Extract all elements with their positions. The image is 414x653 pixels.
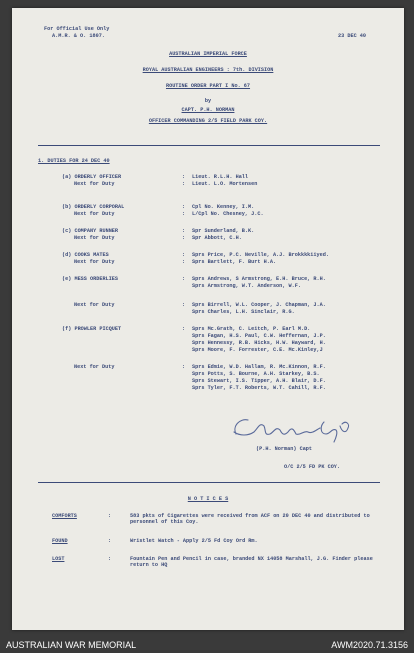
header-divider <box>38 145 380 146</box>
notices-title: N O T I C E S <box>187 496 229 502</box>
duty-label: Next for Duty <box>74 181 115 187</box>
duty-value: Spr Abbott, C.H. <box>192 235 242 241</box>
duty-label: Next for Duty <box>74 235 115 241</box>
duty-value: Sprs Moore, F. Forrester, C.E. Mc.Kinley,J <box>192 347 323 353</box>
duty-label: Next for Duty <box>74 364 115 370</box>
duty-value: Sprs Edmie, W.D. Hallam, R. Mc.Kinnon, R.F. <box>192 364 326 370</box>
duty-value: Sprs Hennessy, R.B. Hicks, H.W. Hayward, H. <box>192 340 326 346</box>
duty-value: Sprs Tyler, F.T. Roberts, W.T. Cahill, R.F. <box>192 385 326 391</box>
signatory-name: (P.H. Norman) Capt <box>256 446 313 452</box>
unit-title: ROYAL AUSTRALIAN ENGINEERS : 7th. DIVISION <box>142 67 274 73</box>
by-line: by <box>204 98 212 104</box>
duty-label: Next for Duty <box>74 302 115 308</box>
duty-value: Sprs Mc.Grath, C. Leitch, P. Earl M.D. <box>192 326 311 332</box>
duty-value: Sprs Fagan, H.S. Paul, C.W. Heffernan, J.P. <box>192 333 326 339</box>
duty-label: (b) ORDERLY CORPORAL <box>62 204 125 210</box>
duty-value: Lieut. L.O. Mortensen <box>192 181 258 187</box>
order-title: ROUTINE ORDER PART I No. 67 <box>165 83 251 89</box>
document-date: 23 DEC 40 <box>338 33 367 39</box>
duty-label: Next for Duty <box>74 259 115 265</box>
handwritten-signature <box>230 412 360 448</box>
document-page: For Official Use Only A.M.R. & O. 1807. 23 DEC 40 AUSTRALIAN IMPERIAL FORCE ROYAL AUSTRALIAN ENGINEERS : 7th. DIVISION ROUTINE ORDER PART I No. 67 by CAPT. P.H. NORMAN OFFICER COMMANDING 2/5 FIELD PARK COY. 1. DUTIES FOR 24 DEC 40 (a) ORDERLY OFFICER : Lieut. R.L.H. Hall Next for Duty : Lieut. L.O. Mortensen (b) ORDERLY CORPORAL : Cpl No. Kenney, I.M. Next for Duty : L/Cpl No. Chesney, J.C. (c) COMPANY RUNNER : Spr Sunderland, B.K. Next for Duty : Spr Abbott, C.H. (d) COOKS MATES : Sprs Price, P.C. Neville, A.J. Brokkkkiiyed. Next for Duty : Sprs Bartlett, F. Burt H.A. (e) MESS ORDERLIES : Sprs Andrews, S Armstrong, E.H. Bruce, R.H. Sprs Armstrong, W.T. Anderson, W.F. Next for Duty : Sprs Birrell, W.L. Cooper, J. Chapman, J.A. Sprs Charles, L.H. Sinclair, R.G. (f) PROWLER PICQUET : Sprs Mc.Grath, C. Leitch, P. Earl M.D. Sprs Fagan, H.S. Paul, C.W. Heffernan, J.P. Sprs Hennessy, R.B. Hicks, H.W. Hayward, H. Sprs Moore, F. Forrester, C.E. Mc.Kinley,J Next for Duty : Sprs Edmie, W.D. Hallam, R. Mc.Kinnon, R.F. Sprs Potts, S. Bourne, A.H. Starkey, B.S. Sprs Stewart, I.S. Tipper, A.H. Blair, D.F. Sprs Tyler, F.T. Roberts, W.T. Cahill, R.F. (P.H. Norman) Capt O/C 2/5 FD PK COY. N O T I C E S COMFORTS : 583 pkts of Cigarettes were received from ACF on 20 DEC 40 and distributed to personnel of this Coy. FOUND : Wristlet Watch - Apply 2/5 Fd Coy Ord Rm. LOST : Fountain Pen and Pencil in case, branded NX 14058 Marshall, J.G. Finder please return to HQ <box>12 8 404 630</box>
notice-label: COMFORTS <box>52 513 77 519</box>
duty-label: (e) MESS ORDERLIES <box>62 276 119 282</box>
duty-label: Next for Duty <box>74 211 115 217</box>
duty-value: Sprs Charles, L.H. Sinclair, R.G. <box>192 309 295 315</box>
official-use-line-1: For Official Use Only <box>44 26 110 32</box>
duty-value: Cpl No. Kenney, I.M. <box>192 204 255 210</box>
duty-value: L/Cpl No. Chesney, J.C. <box>192 211 264 217</box>
notice-text: 583 pkts of Cigarettes were received from ACF on 20 DEC 40 and distributed to personnel of this Coy. <box>130 513 370 526</box>
notice-label: FOUND <box>52 538 68 544</box>
duty-value: Sprs Armstrong, W.T. Anderson, W.F. <box>192 283 301 289</box>
officer-name: CAPT. P.H. NORMAN <box>181 107 235 113</box>
force-title: AUSTRALIAN IMPERIAL FORCE <box>169 51 247 57</box>
notice-label: LOST <box>52 556 65 562</box>
duty-label: (f) PROWLER PICQUET <box>62 326 122 332</box>
notices-divider <box>38 482 380 483</box>
duty-label: (c) COMPANY RUNNER <box>62 228 119 234</box>
duty-value: Lieut. R.L.H. Hall <box>192 174 249 180</box>
section-heading: 1. DUTIES FOR 24 DEC 40 <box>38 158 110 164</box>
archive-id: AWM2020.71.3156 <box>331 640 408 650</box>
archive-footer <box>0 638 414 653</box>
command-title: OFFICER COMMANDING 2/5 FIELD PARK COY. <box>148 118 268 124</box>
notice-text: Fountain Pen and Pencil in case, branded NX 14058 Marshall, J.G. Finder please return to HQ <box>130 556 373 569</box>
duty-value: Sprs Potts, S. Bourne, A.H. Starkey, B.S. <box>192 371 320 377</box>
duty-value: Sprs Andrews, S Armstrong, E.H. Bruce, R.H. <box>192 276 326 282</box>
duty-value: Sprs Price, P.C. Neville, A.J. Brokkkkiiyed. <box>192 252 329 258</box>
duty-value: Sprs Bartlett, F. Burt H.A. <box>192 259 277 265</box>
duty-value: Sprs Stewart, I.S. Tipper, A.H. Blair, D.F. <box>192 378 326 384</box>
duty-value: Spr Sunderland, B.K. <box>192 228 255 234</box>
archive-name: AUSTRALIAN WAR MEMORIAL <box>6 640 137 650</box>
duty-label: (d) COOKS MATES <box>62 252 109 258</box>
signatory-unit: O/C 2/5 FD PK COY. <box>284 464 341 470</box>
duty-label: (a) ORDERLY OFFICER <box>62 174 122 180</box>
duty-value: Sprs Birrell, W.L. Cooper, J. Chapman, J.A. <box>192 302 326 308</box>
notice-text: Wristlet Watch - Apply 2/5 Fd Coy Ord Rm. <box>130 538 258 544</box>
official-use-line-2: A.M.R. & O. 1807. <box>52 33 105 39</box>
